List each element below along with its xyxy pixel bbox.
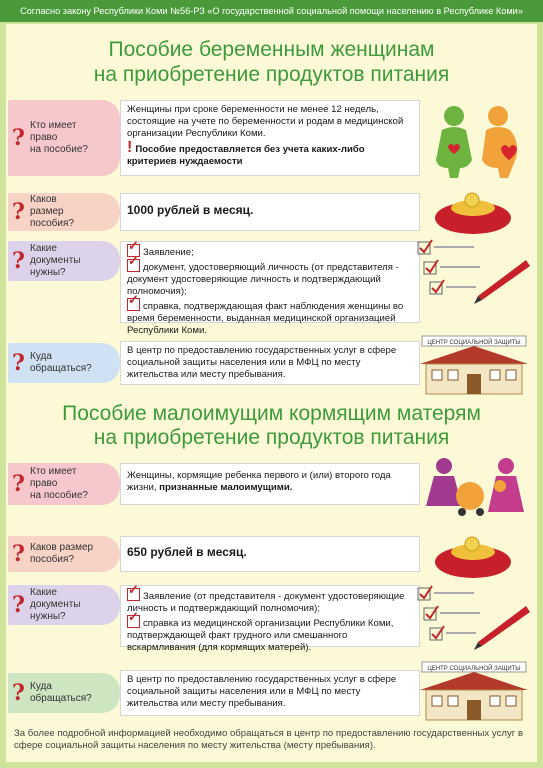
center-sign-text: ЦЕНТР СОЦИАЛЬНОЙ ЗАЩИТЫ	[427, 340, 521, 346]
question-mark-icon: ?	[12, 592, 25, 618]
money-purse-icon	[428, 186, 518, 236]
docs-answer	[120, 585, 420, 653]
question-mark-icon: ?	[12, 248, 25, 274]
checkbox-icon	[127, 588, 140, 601]
who-answer: Женщины при сроке беременности не менее 12 недель, состоящие на учете по беременности и родам в медицинской организации Республики Коми. ! Пособие предоставляется без учета каких-либо критериев нуждаемости	[120, 100, 420, 176]
question-mark-icon: ?	[12, 541, 25, 567]
checkbox-icon	[127, 298, 140, 311]
docs-label-box	[8, 585, 120, 625]
docs-label-box	[8, 241, 120, 281]
doc-item: ✓справка из медицинской организации Республики Коми, подтверждающей факт грудного или смешанного вскармливания (для кормящих матерей).	[127, 615, 413, 654]
exclamation-icon: !	[127, 139, 133, 156]
checklist-pen-icon	[414, 584, 532, 654]
docs-question: Какие документы нужны?	[30, 587, 81, 622]
doc-item: ✓Заявление;	[127, 244, 413, 259]
question-mark-icon: ?	[12, 350, 25, 376]
where-label-box	[8, 673, 120, 713]
where-answer: В центр по предоставлению государственных услуг в сфере социальной защиты населения или в МФЦ по месту жительства или месту пребывания.	[120, 670, 420, 716]
where-question: Куда обращаться?	[30, 681, 92, 704]
question-mark-icon: ?	[12, 125, 25, 151]
center-sign-text: ЦЕНТР СОЦИАЛЬНОЙ ЗАЩИТЫ	[427, 666, 521, 672]
where-label-box	[8, 343, 120, 383]
where-answer: В центр по предоставлению государственных услуг в сфере социальной защиты населения или в МФЦ по месту жительства или месту пребывания.	[120, 341, 420, 385]
checkbox-icon	[127, 259, 140, 272]
mothers-with-children-icon	[420, 456, 530, 518]
question-mark-icon: ?	[12, 471, 25, 497]
pregnant-women-icon	[420, 98, 530, 180]
social-center-building-icon	[418, 334, 532, 396]
who-question: Кто имеет право на пособие?	[30, 466, 88, 501]
section2-docs-row	[8, 585, 418, 653]
docs-question: Какие документы нужны?	[30, 243, 81, 278]
amount-answer: 1000 рублей в месяц.	[120, 193, 420, 231]
amount-label-box	[8, 536, 120, 572]
section1-amount-row	[8, 193, 418, 231]
section2-title-line2: на приобретение продуктов питания	[93, 426, 450, 449]
money-purse-icon	[428, 530, 518, 580]
law-reference-bar: Согласно закону Республики Коми №56-РЗ «О государственной социальной помощи населению в Республике Коми»	[0, 0, 543, 22]
amount-question: Каков размер пособия?	[30, 542, 94, 565]
question-mark-icon: ?	[12, 199, 25, 225]
doc-item: ✓документ, удостоверяющий личность (от представителя - документ удостоверяющие личность и подтверждающий полномочия);	[127, 259, 413, 298]
who-question: Кто имеет право на пособие?	[30, 120, 88, 155]
section2-amount-row	[8, 536, 418, 572]
amount-answer: 650 рублей в месяц.	[120, 536, 420, 572]
question-mark-icon: ?	[12, 680, 25, 706]
section1-title-line2: на приобретение продуктов питания	[93, 63, 450, 86]
section2-where-row	[8, 670, 418, 716]
section1-docs-row	[8, 241, 418, 336]
docs-answer	[120, 241, 420, 336]
footer-note: За более подробной информацией необходимо обращаться в центр по предоставлению государственных услуг в сфере социальной защиты населения по месту жительства (месту пребывания).	[14, 728, 524, 751]
where-question: Куда обращаться?	[30, 351, 92, 374]
who-label-box	[8, 100, 120, 176]
section1-title-line1: Пособие беременным женщинам	[108, 38, 435, 61]
doc-item: ✓справка, подтверждающая факт наблюдения женщины во время беременности, выданная медицинской организацией Республики Коми.	[127, 298, 413, 337]
section1-where-row	[8, 341, 418, 385]
who-answer: Женщины, кормящие ребенка первого и (или) второго года жизни, признанные малоимущими.	[120, 463, 420, 505]
checklist-pen-icon	[414, 238, 532, 308]
social-center-building-icon	[418, 660, 532, 722]
checkbox-icon	[127, 615, 140, 628]
section2-who-row	[8, 463, 418, 505]
section2-title-line1: Пособие малоимущим кормящим матерям	[62, 402, 481, 425]
amount-question: Каков размер пособия?	[30, 194, 74, 229]
amount-label-box	[8, 193, 120, 231]
doc-item: ✓Заявление (от представителя - документ удостоверяющие личность и подтверждающий полномочия);	[127, 588, 413, 615]
section1-who-row	[8, 100, 418, 176]
who-label-box	[8, 463, 120, 505]
